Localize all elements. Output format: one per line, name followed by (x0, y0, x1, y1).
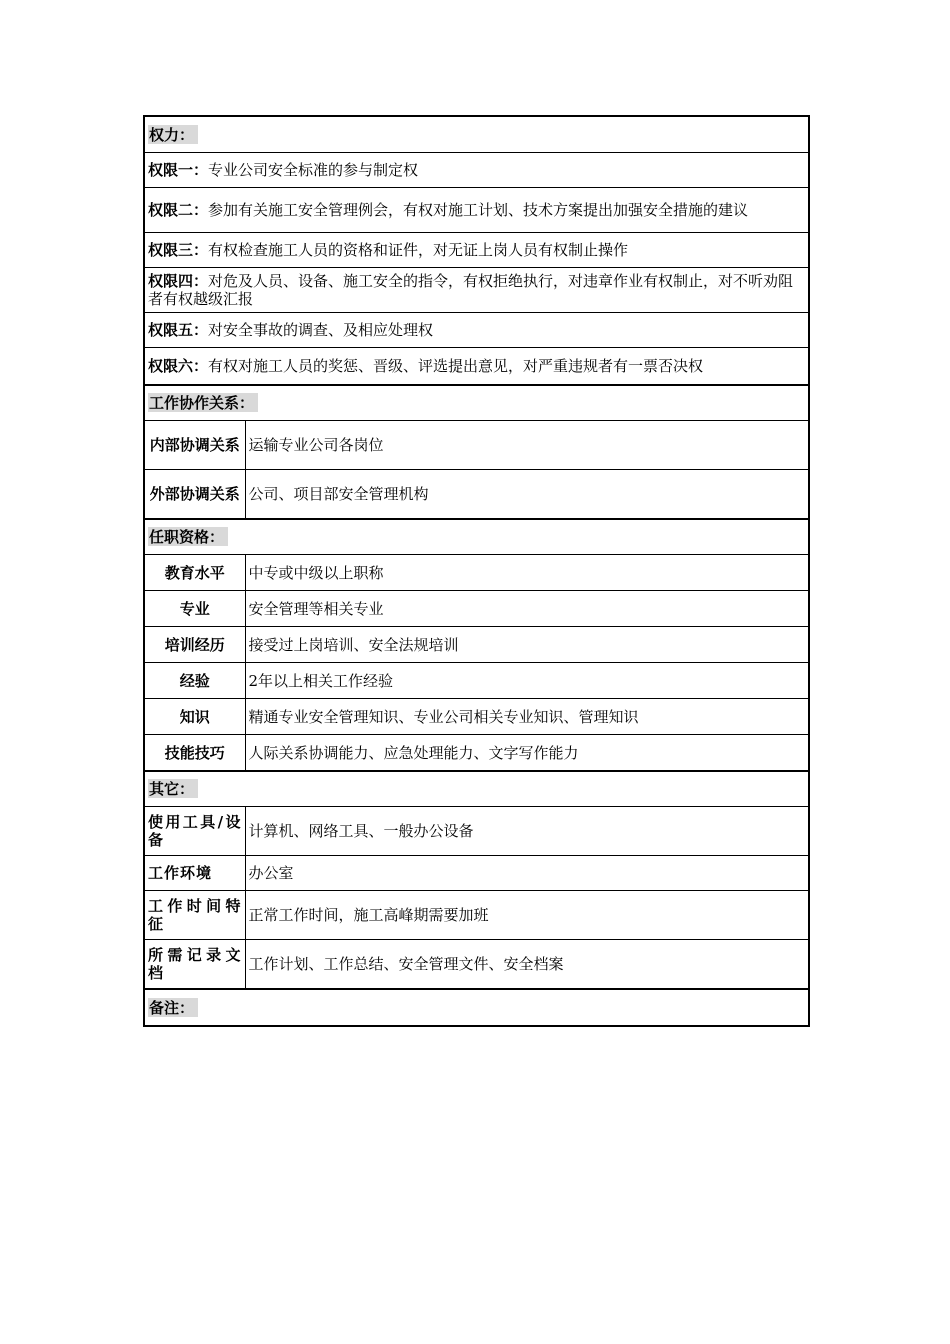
other-row (144, 891, 809, 940)
other-value: 计算机、网络工具、一般办公设备 (245, 807, 809, 856)
other-label: 工作环境 (144, 856, 245, 891)
remarks-heading: 备注： (148, 998, 198, 1017)
authority-label: 权限二： (148, 201, 209, 219)
cooperation-label: 内部协调关系 (144, 421, 245, 470)
authority-label: 权限六： (148, 357, 209, 375)
qualification-value: 人际关系协调能力、应急处理能力、文字写作能力 (245, 735, 809, 772)
other-section-header (144, 771, 809, 807)
authority-item (144, 313, 809, 348)
qualification-value: 中专或中级以上职称 (245, 555, 809, 591)
qualification-label: 教育水平 (144, 555, 245, 591)
other-value: 办公室 (245, 856, 809, 891)
qualification-value: 接受过上岗培训、安全法规培训 (245, 627, 809, 663)
authority-item (144, 153, 809, 188)
cooperation-value: 运输专业公司各岗位 (245, 421, 809, 470)
other-label: 所需记录文档 (144, 940, 245, 990)
qualification-label: 专业 (144, 591, 245, 627)
qualification-section-header (144, 519, 809, 555)
authority-heading: 权力： (148, 125, 198, 144)
cooperation-label: 外部协调关系 (144, 470, 245, 520)
cooperation-section-header (144, 385, 809, 421)
authority-text: 对危及人员、设备、施工安全的指令，有权拒绝执行，对违章作业有权制止，对不听劝阻者有权越级汇报 (148, 272, 794, 308)
cooperation-row (144, 470, 809, 520)
qualification-label: 经验 (144, 663, 245, 699)
qualification-label: 培训经历 (144, 627, 245, 663)
authority-label: 权限五： (148, 321, 209, 339)
authority-item (144, 268, 809, 313)
qualification-row (144, 555, 809, 591)
authority-section-header (144, 116, 809, 153)
job-description-table (143, 115, 810, 1027)
qualification-label: 知识 (144, 699, 245, 735)
job-description-table-container (143, 115, 808, 1027)
qualification-row (144, 663, 809, 699)
authority-label: 权限三： (148, 241, 209, 259)
qualification-value: 2年以上相关工作经验 (245, 663, 809, 699)
cooperation-heading: 工作协作关系： (148, 393, 258, 412)
other-row (144, 856, 809, 891)
authority-label: 权限一： (148, 161, 209, 179)
authority-text: 参加有关施工安全管理例会，有权对施工计划、技术方案提出加强安全措施的建议 (208, 201, 749, 219)
qualification-value: 安全管理等相关专业 (245, 591, 809, 627)
authority-item (144, 348, 809, 386)
other-row (144, 807, 809, 856)
cooperation-row (144, 421, 809, 470)
authority-text: 有权对施工人员的奖惩、晋级、评选提出意见，对严重违规者有一票否决权 (208, 357, 704, 375)
qualification-value: 精通专业安全管理知识、专业公司相关专业知识、管理知识 (245, 699, 809, 735)
qualification-row (144, 627, 809, 663)
authority-item (144, 233, 809, 268)
other-value: 正常工作时间，施工高峰期需要加班 (245, 891, 809, 940)
qualification-heading: 任职资格： (148, 527, 228, 546)
remarks-section-header (144, 989, 809, 1026)
authority-text: 有权检查施工人员的资格和证件，对无证上岗人员有权制止操作 (208, 241, 629, 259)
other-row (144, 940, 809, 990)
qualification-row (144, 735, 809, 772)
authority-text: 对安全事故的调查、及相应处理权 (208, 321, 434, 339)
other-value: 工作计划、工作总结、安全管理文件、安全档案 (245, 940, 809, 990)
other-label: 使用工具/设备 (144, 807, 245, 856)
other-heading: 其它： (148, 779, 198, 798)
qualification-row (144, 591, 809, 627)
authority-text: 专业公司安全标准的参与制定权 (208, 161, 419, 179)
authority-item (144, 188, 809, 233)
qualification-label: 技能技巧 (144, 735, 245, 772)
qualification-row (144, 699, 809, 735)
authority-label: 权限四： (148, 272, 209, 290)
cooperation-value: 公司、项目部安全管理机构 (245, 470, 809, 520)
other-label: 工作时间特征 (144, 891, 245, 940)
